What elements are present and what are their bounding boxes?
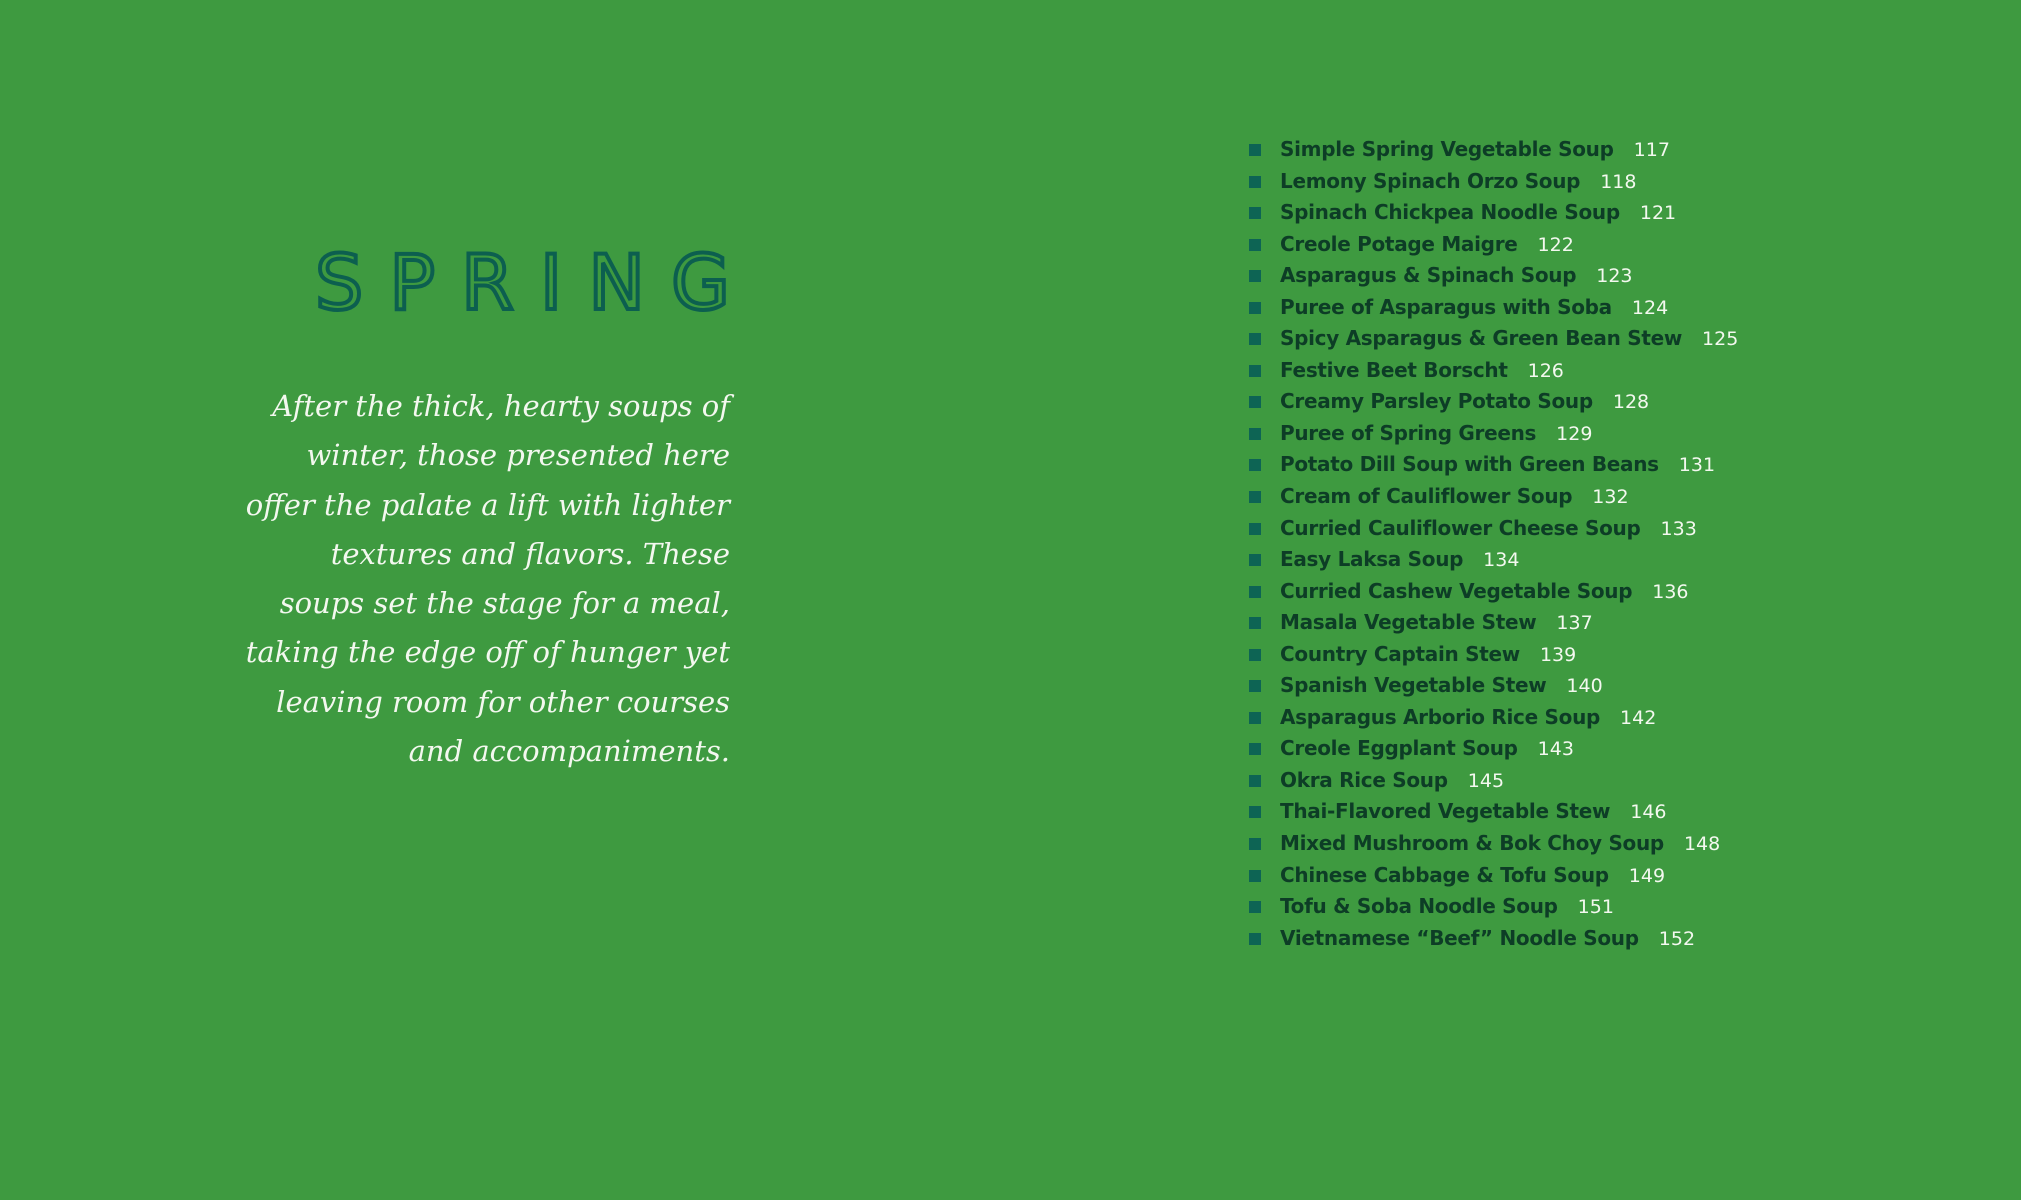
list-item <box>1246 639 1946 671</box>
square-bullet-icon <box>1249 459 1261 471</box>
list-item <box>1246 796 1946 828</box>
recipe-title: Spicy Asparagus & Green Bean Stew <box>1280 326 1683 351</box>
list-item <box>1246 134 1946 166</box>
square-bullet-icon <box>1249 302 1261 314</box>
recipe-title: Curried Cashew Vegetable Soup <box>1280 578 1633 603</box>
recipe-contents-list <box>1246 134 1946 954</box>
square-bullet-icon <box>1249 870 1261 882</box>
square-bullet-icon <box>1249 933 1261 945</box>
list-item <box>1246 828 1946 860</box>
page-number: 123 <box>1596 265 1633 288</box>
recipe-title: Festive Beet Borscht <box>1280 357 1508 382</box>
recipe-title: Puree of Asparagus with Soba <box>1280 294 1612 319</box>
square-bullet-icon <box>1249 743 1261 755</box>
recipe-title: Simple Spring Vegetable Soup <box>1280 137 1614 161</box>
list-item <box>1246 607 1946 639</box>
square-bullet-icon <box>1249 239 1261 251</box>
page-number: 151 <box>1577 896 1614 919</box>
recipe-title: Masala Vegetable Stew <box>1280 610 1537 635</box>
square-bullet-icon <box>1249 649 1261 661</box>
square-bullet-icon <box>1249 207 1261 219</box>
recipe-title: Chinese Cabbage & Tofu Soup <box>1280 862 1609 887</box>
page-number: 152 <box>1658 927 1696 950</box>
page-number: 134 <box>1483 549 1520 572</box>
list-item <box>1246 166 1946 198</box>
recipe-title: Asparagus & Spinach Soup <box>1280 263 1577 288</box>
list-item <box>1246 229 1946 261</box>
list-item <box>1246 702 1946 734</box>
recipe-title: Spanish Vegetable Stew <box>1280 673 1547 698</box>
square-bullet-icon <box>1249 554 1261 566</box>
square-bullet-icon <box>1249 365 1261 377</box>
square-bullet-icon <box>1249 838 1261 850</box>
page-number: 140 <box>1566 675 1603 698</box>
recipe-title: Thai-Flavored Vegetable Stew <box>1280 799 1611 824</box>
page-number: 126 <box>1527 359 1564 382</box>
list-item <box>1246 418 1946 450</box>
list-item <box>1246 355 1946 387</box>
list-item <box>1246 323 1946 355</box>
page-number: 117 <box>1633 139 1670 161</box>
page-number: 143 <box>1537 738 1574 761</box>
square-bullet-icon <box>1249 396 1261 408</box>
page-number: 122 <box>1537 233 1574 256</box>
section-title: SPRING <box>314 238 756 327</box>
square-bullet-icon <box>1249 491 1261 503</box>
page-number: 139 <box>1539 643 1577 666</box>
page-number: 145 <box>1467 769 1505 792</box>
recipe-title: Puree of Spring Greens <box>1280 420 1537 445</box>
recipe-title: Mixed Mushroom & Bok Choy Soup <box>1280 831 1664 856</box>
list-item <box>1246 576 1946 608</box>
square-bullet-icon <box>1249 428 1261 440</box>
list-item <box>1246 513 1946 545</box>
page-number: 121 <box>1639 202 1677 225</box>
square-bullet-icon <box>1249 775 1261 787</box>
recipe-title: Okra Rice Soup <box>1280 767 1448 792</box>
recipe-title: Country Captain Stew <box>1280 641 1520 666</box>
list-item <box>1246 449 1946 481</box>
list-item <box>1246 670 1946 702</box>
list-item <box>1246 292 1946 324</box>
square-bullet-icon <box>1249 806 1261 818</box>
square-bullet-icon <box>1249 680 1261 692</box>
page-number: 148 <box>1683 833 1721 856</box>
page-number: 132 <box>1592 486 1629 509</box>
page-number: 142 <box>1620 706 1657 729</box>
list-item <box>1246 544 1946 576</box>
square-bullet-icon <box>1249 270 1261 282</box>
list-item <box>1246 386 1946 418</box>
list-item <box>1246 765 1946 797</box>
page-number: 146 <box>1630 801 1667 824</box>
list-item <box>1246 923 1946 955</box>
square-bullet-icon <box>1249 586 1261 598</box>
square-bullet-icon <box>1249 712 1261 724</box>
recipe-title: Creole Eggplant Soup <box>1280 736 1518 761</box>
square-bullet-icon <box>1249 523 1261 535</box>
recipe-title: Lemony Spinach Orzo Soup <box>1280 168 1581 193</box>
square-bullet-icon <box>1249 617 1261 629</box>
recipe-title: Spinach Chickpea Noodle Soup <box>1280 200 1620 225</box>
page-number: 137 <box>1556 612 1593 635</box>
recipe-title: Creamy Parsley Potato Soup <box>1280 389 1593 414</box>
page-number: 124 <box>1631 296 1669 319</box>
section-intro: After the thick, hearty soups of winter, those presented here offer the palate a lift with lighter textures and flavors. These soups set the stage for a meal, taking the edge off of hunger yet leaving room for other courses and accompaniments. <box>245 389 730 769</box>
page-number: 129 <box>1556 422 1593 445</box>
recipe-title: Vietnamese “Beef” Noodle Soup <box>1280 925 1639 950</box>
page-number: 128 <box>1612 391 1650 414</box>
recipe-title: Curried Cauliflower Cheese Soup <box>1280 515 1641 540</box>
left-page <box>240 228 756 776</box>
page-number: 136 <box>1652 580 1689 603</box>
square-bullet-icon <box>1249 144 1261 156</box>
page-number: 131 <box>1678 454 1716 477</box>
page-number: 118 <box>1600 170 1637 193</box>
recipe-title: Cream of Cauliflower Soup <box>1280 484 1573 509</box>
square-bullet-icon <box>1249 333 1261 345</box>
recipe-title: Tofu & Soba Noodle Soup <box>1280 894 1558 919</box>
square-bullet-icon <box>1249 176 1261 188</box>
list-item <box>1246 260 1946 292</box>
list-item <box>1246 197 1946 229</box>
recipe-title: Potato Dill Soup with Green Beans <box>1280 452 1659 477</box>
page-number: 125 <box>1702 328 1739 351</box>
list-item <box>1246 481 1946 513</box>
list-item <box>1246 891 1946 923</box>
recipe-title: Easy Laksa Soup <box>1280 547 1464 572</box>
page-number: 133 <box>1660 517 1697 540</box>
recipe-title: Creole Potage Maigre <box>1280 231 1518 256</box>
square-bullet-icon <box>1249 901 1261 913</box>
list-item <box>1246 733 1946 765</box>
list-item <box>1246 860 1946 892</box>
recipe-title: Asparagus Arborio Rice Soup <box>1280 704 1601 729</box>
page-number: 149 <box>1628 864 1666 887</box>
